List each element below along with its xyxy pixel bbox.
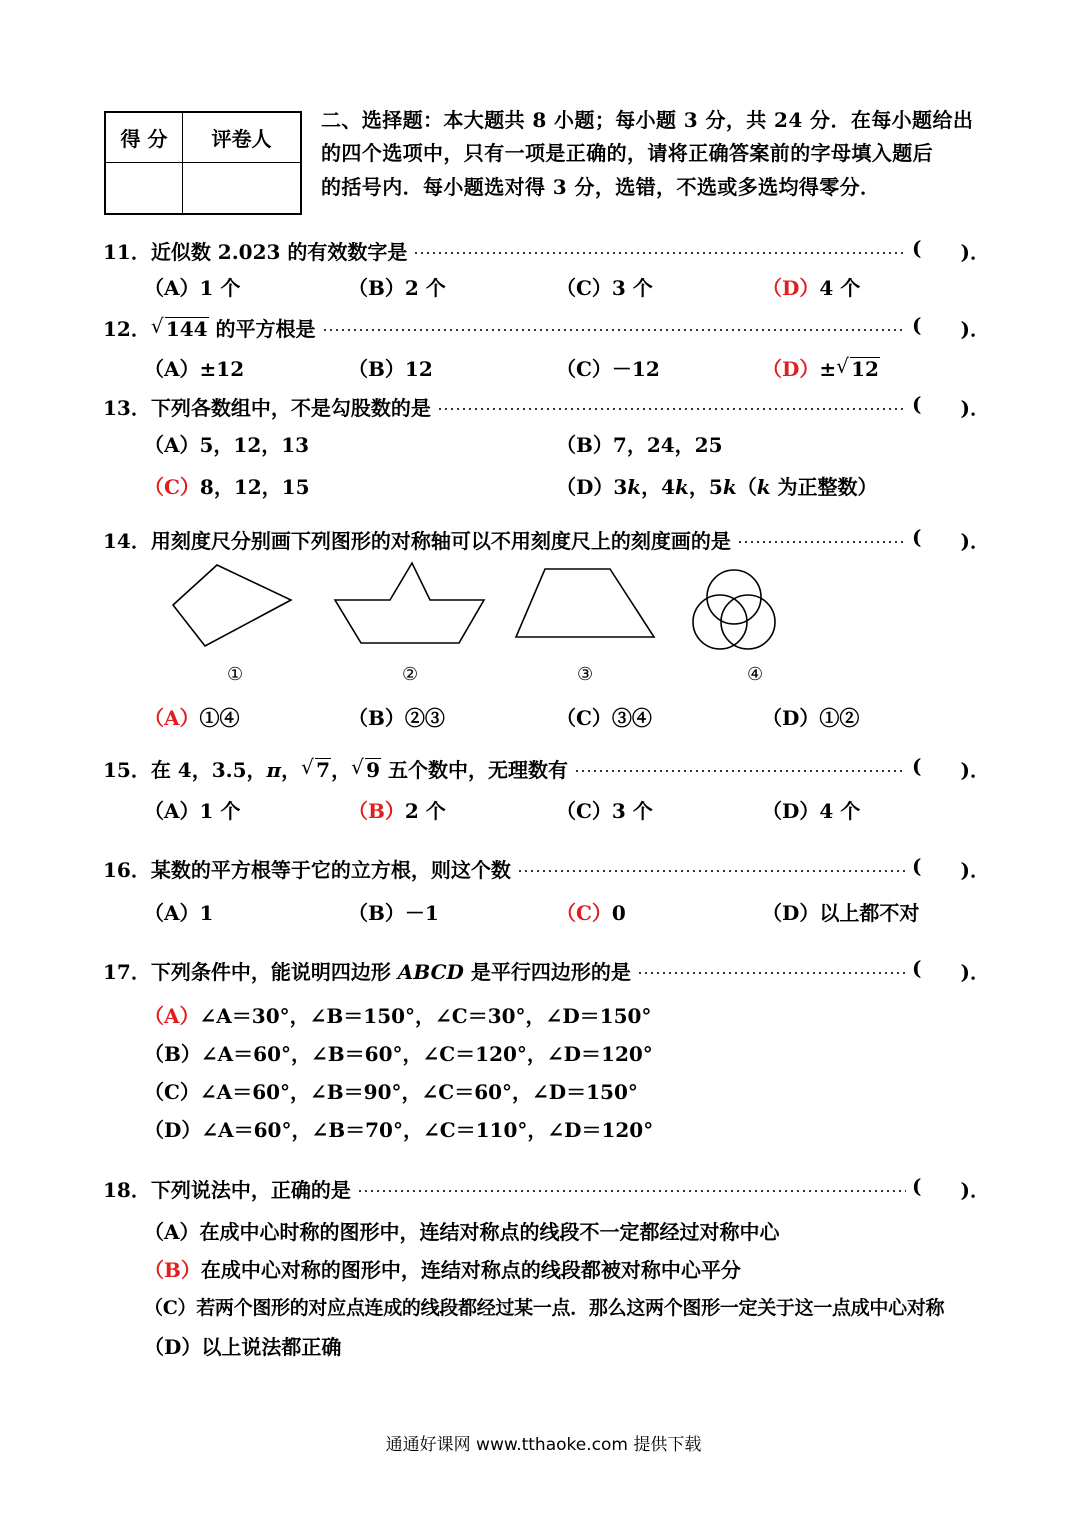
q13-option-a[interactable]: （A）5，12，13 [144, 433, 310, 457]
answer-bracket[interactable]: ( )． [912, 853, 990, 882]
section-heading-line2: 的四个选项中，只有一项是正确的，请将正确答案前的字母填入题后 [321, 141, 933, 165]
q16-option-b[interactable]: （B）－1 [348, 901, 439, 925]
q15-option-a[interactable]: （A）1 个 [144, 799, 241, 823]
q14-option-a[interactable]: （A）①④ [144, 706, 240, 730]
answer-bracket[interactable]: ( )． [912, 391, 990, 420]
page-footer: 通通好课网 www.tthaoke.com 提供下载 [385, 1435, 702, 1455]
q14-option-c[interactable]: （C）③④ [556, 706, 652, 730]
score-cell[interactable] [105, 162, 183, 214]
score-table [104, 111, 302, 215]
question-15-stem: 15．在 4，3.5，π， √ 7， √ 9 五个数中，无理数有 ( )． [103, 753, 990, 782]
grader-header: 评卷人 [183, 112, 302, 162]
q17-option-b[interactable]: （B）∠A＝60°，∠B＝60°，∠C＝120°，∠D＝120° [144, 1042, 653, 1066]
q18-option-d[interactable]: （D）以上说法都正确 [144, 1335, 342, 1359]
question-18-stem: 18．下列说法中，正确的是 ( )． [103, 1173, 990, 1202]
score-header: 得 分 [105, 112, 183, 162]
leader-dots [574, 770, 906, 772]
leader-dots [322, 329, 906, 331]
leader-dots [637, 972, 906, 974]
answer-bracket[interactable]: ( )． [912, 524, 990, 553]
figure-label-4: ④ [747, 664, 764, 685]
boat-figure [335, 563, 484, 643]
answer-bracket[interactable]: ( )． [912, 955, 990, 984]
figure-label-3: ③ [577, 664, 594, 685]
answer-bracket[interactable]: ( )． [912, 312, 990, 341]
trapezoid-figure [516, 569, 654, 637]
section-heading-line1: 二、选择题：本大题共 8 小题；每小题 3 分，共 24 分．在每小题给出 [321, 108, 974, 132]
q13-option-d[interactable]: （D）3k，4k，5k（k 为正整数） [556, 475, 878, 499]
q17-option-a[interactable]: （A）∠A＝30°，∠B＝150°，∠C＝30°，∠D＝150° [144, 1004, 652, 1028]
question-14-stem: 14．用刻度尺分别画下列图形的对称轴可以不用刻度尺上的刻度画的是 ( )． [103, 524, 990, 553]
figure-label-1: ① [227, 664, 244, 685]
q11-option-b[interactable]: （B）2 个 [348, 276, 446, 300]
question-11-stem: 11．近似数 2.023 的有效数字是 ( )． [103, 235, 990, 264]
q14-option-b[interactable]: （B）②③ [348, 706, 445, 730]
question-12-stem: 12． √ 144 的平方根是 ( )． [103, 312, 990, 341]
q12-option-c[interactable]: （C）－12 [556, 357, 660, 381]
leader-dots [413, 252, 906, 254]
q17-option-d[interactable]: （D）∠A＝60°，∠B＝70°，∠C＝110°，∠D＝120° [144, 1118, 654, 1142]
q15-option-d[interactable]: （D）4 个 [762, 799, 861, 823]
q18-option-c[interactable]: （C）若两个图形的对应点连成的线段都经过某一点．那么这两个图形一定关于这一点成中心对称 [144, 1297, 945, 1319]
q11-option-d[interactable]: （D）4 个 [762, 276, 861, 300]
answer-bracket[interactable]: ( )． [912, 235, 990, 264]
q11-option-a[interactable]: （A）1 个 [144, 276, 241, 300]
q14-figures [160, 555, 820, 655]
grader-cell[interactable] [183, 162, 302, 214]
leader-dots [517, 870, 906, 872]
q15-option-b[interactable]: （B）2 个 [348, 799, 446, 823]
q17-option-c[interactable]: （C）∠A＝60°，∠B＝90°，∠C＝60°，∠D＝150° [144, 1080, 638, 1104]
q12-option-b[interactable]: （B）12 [348, 357, 433, 381]
q16-option-a[interactable]: （A）1 [144, 901, 214, 925]
section-heading-line3: 的括号内．每小题选对得 3 分，选错，不选或多选均得零分． [321, 175, 881, 199]
q12-option-d[interactable]: （D）± √ 12 [762, 354, 879, 381]
answer-bracket[interactable]: ( )． [912, 1173, 990, 1202]
q11-option-c[interactable]: （C）3 个 [556, 276, 653, 300]
question-17-stem: 17．下列条件中，能说明四边形 ABCD 是平行四边形的是 ( )． [103, 955, 990, 984]
answer-bracket[interactable]: ( )． [912, 753, 990, 782]
question-13-stem: 13．下列各数组中，不是勾股数的是 ( )． [103, 391, 990, 420]
question-16-stem: 16．某数的平方根等于它的立方根，则这个数 ( )． [103, 853, 990, 882]
q14-option-d[interactable]: （D）①② [762, 706, 860, 730]
q18-option-b[interactable]: （B）在成中心对称的图形中，连结对称点的线段都被对称中心平分 [144, 1258, 741, 1282]
q18-option-a[interactable]: （A）在成中心时称的图形中，连结对称点的线段不一定都经过对称中心 [144, 1220, 780, 1244]
q13-option-c[interactable]: （C）8，12，15 [144, 475, 310, 499]
figure-label-2: ② [402, 664, 419, 685]
leader-dots [437, 408, 906, 410]
leader-dots [737, 541, 906, 543]
trefoil-figure [693, 570, 775, 649]
q16-option-c[interactable]: （C）0 [556, 901, 626, 925]
q16-option-d[interactable]: （D）以上都不对 [762, 901, 920, 925]
leader-dots [357, 1190, 906, 1192]
q15-option-c[interactable]: （C）3 个 [556, 799, 653, 823]
q13-option-b[interactable]: （B）7，24，25 [556, 433, 723, 457]
q12-option-a[interactable]: （A）±12 [144, 357, 245, 381]
kite-figure [173, 565, 291, 646]
